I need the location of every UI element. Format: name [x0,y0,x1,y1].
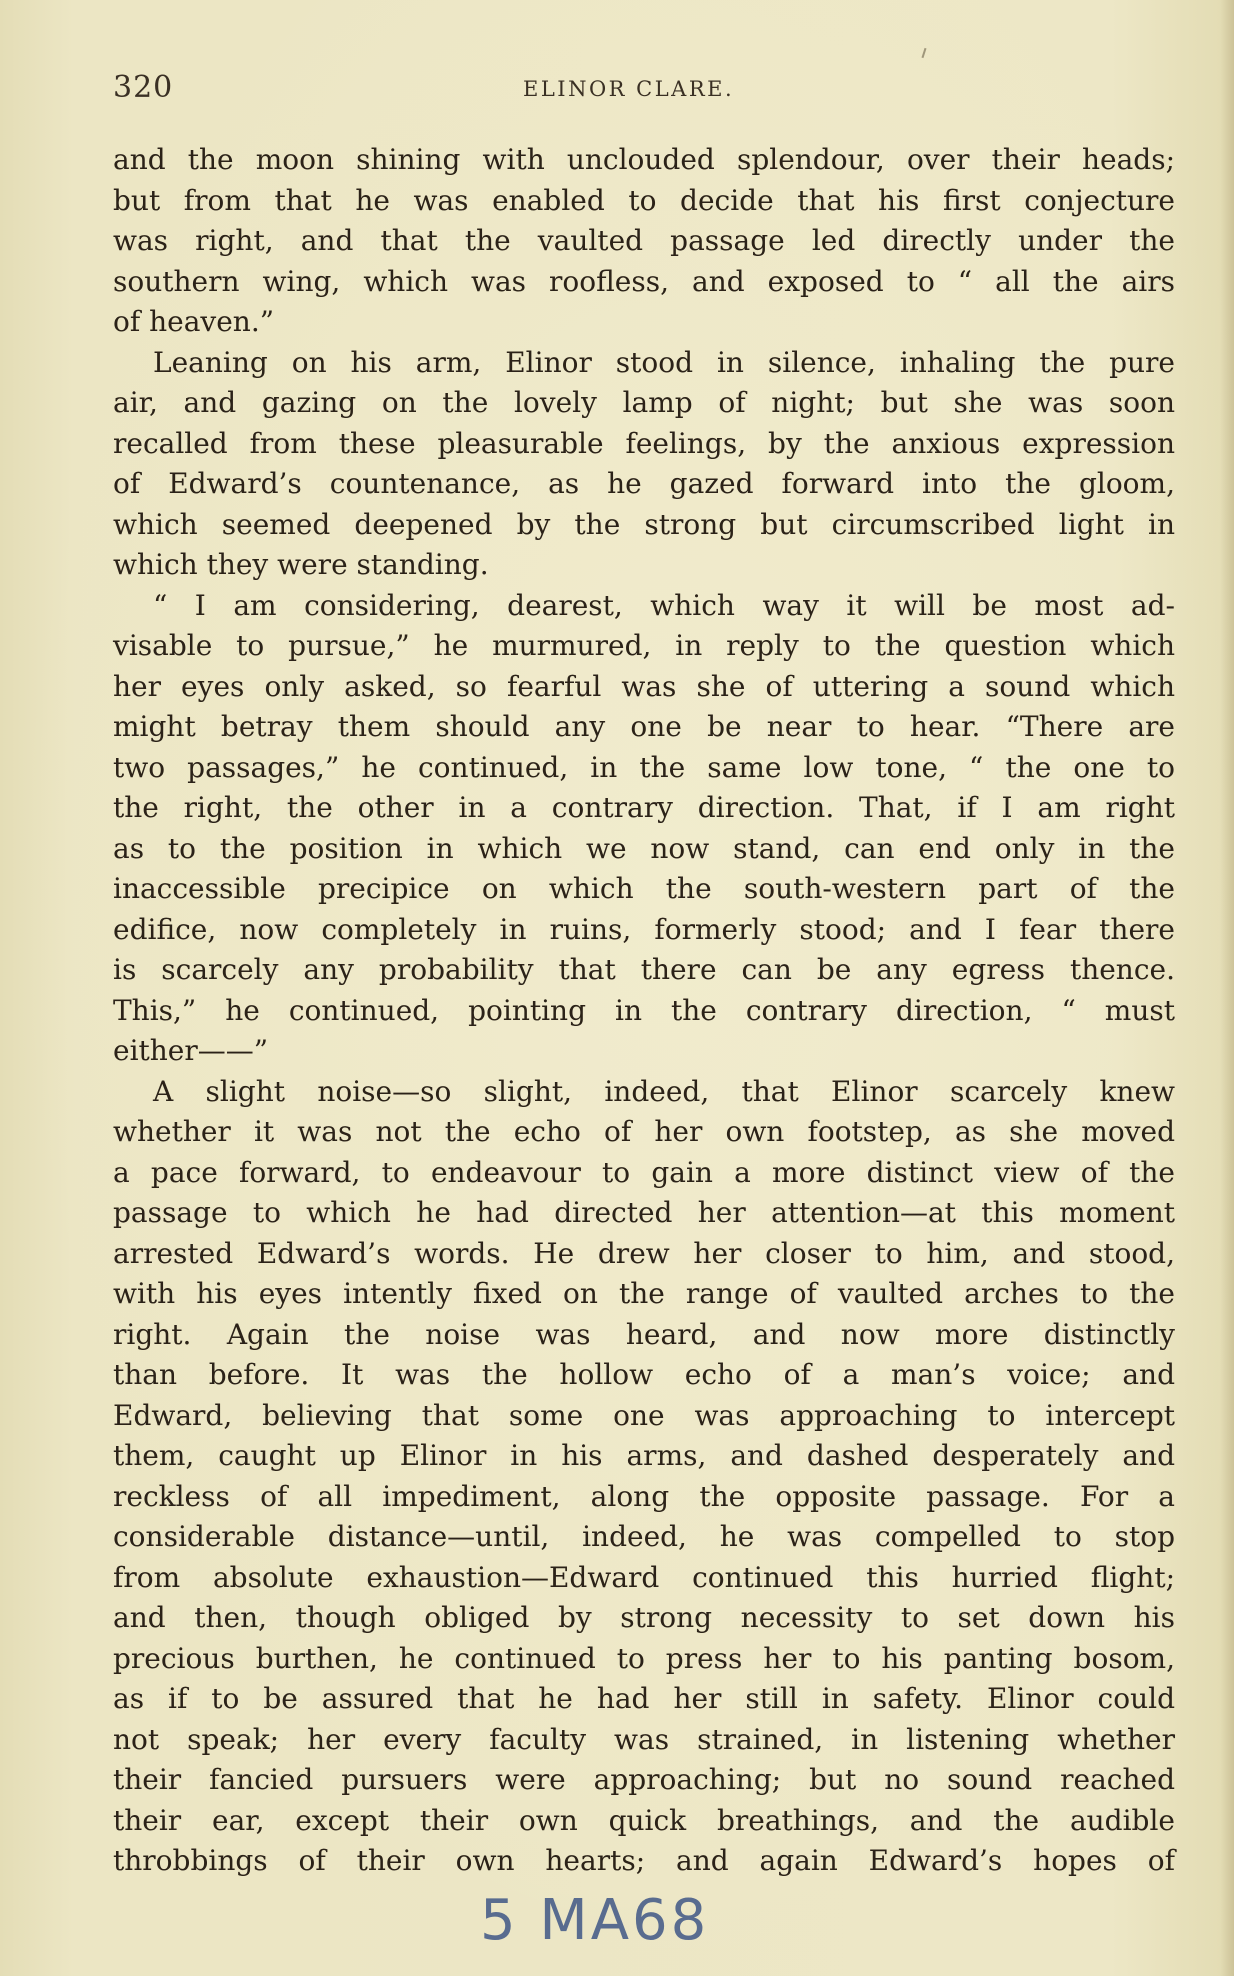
text-line: This,” he continued, pointing in the contrary direction, “ must [113,993,1175,1027]
text-line: which they were standing. [113,548,489,581]
text-line: whether it was not the echo of her own footstep, as she moved [113,1115,1175,1148]
text-line: as if to be assured that he had her still in safety. Elinor could [113,1682,1175,1715]
text-line: inaccessible precipice on which the south-western part of the [113,872,1175,905]
pencil-mark [922,48,927,58]
running-head: ELINOR CLARE. [523,77,735,101]
text-line: might betray them should any one be near to hear. “There are [113,710,1175,743]
text-line: right. Again the noise was heard, and now more distinctly [113,1317,1175,1351]
text-line: Leaning on his arm, Elinor stood in silence, inhaling the pure [153,345,1175,379]
text-line: their ear, except their own quick breathings, and the audible [113,1803,1175,1837]
text-line: Edward, believing that some one was approaching to intercept [113,1398,1175,1432]
text-line: her eyes only asked, so fearful was she of uttering a sound which [113,669,1175,703]
text-line: not speak; her every faculty was strained, in listening whether [113,1722,1175,1756]
text-line: the right, the other in a contrary direction. That, if I am right [113,791,1175,824]
text-line: their fancied pursuers were approaching; but no sound reached [113,1763,1175,1796]
text-line: and the moon shining with unclouded splendour, over their heads; [113,143,1175,176]
text-line: is scarcely any probability that there can be any egress thence. [113,953,1175,986]
text-line: either——” [113,1034,269,1067]
text-line: was right, and that the vaulted passage led directly under the [113,224,1175,257]
text-line: from absolute exhaustion—Edward continued this hurried flight; [113,1560,1175,1594]
page-number: 320 [113,70,174,105]
page-edge-shadow [1220,0,1234,1976]
text-line: “ I am considering, dearest, which way it will be most ad- [153,588,1175,622]
text-line: throbbings of their own hearts; and again Edward’s hopes of [113,1844,1175,1877]
text-line: reckless of all impediment, along the opposite passage. For a [113,1479,1175,1513]
text-line: precious burthen, he continued to press her to his panting bosom, [113,1641,1175,1675]
text-line: edifice, now completely in ruins, formerly stood; and I fear there [113,912,1175,946]
library-date-stamp: 5 MA68 [480,1888,710,1953]
text-line: and then, though obliged by strong necessity to set down his [113,1601,1175,1634]
text-line: them, caught up Elinor in his arms, and dashed desperately and [113,1439,1175,1472]
text-line: southern wing, which was roofless, and exposed to “ all the airs [113,264,1175,298]
text-line: which seemed deepened by the strong but circumscribed light in [113,507,1175,541]
text-line: as to the position in which we now stand, can end only in the [113,831,1175,865]
text-line: but from that he was enabled to decide that his first conjecture [113,183,1175,217]
body-text [113,140,1175,1882]
text-line: considerable distance—until, indeed, he was compelled to stop [113,1520,1175,1553]
text-line: two passages,” he continued, in the same low tone, “ the one to [113,750,1175,784]
text-line: air, and gazing on the lovely lamp of night; but she was soon [113,386,1175,419]
text-line: a pace forward, to endeavour to gain a more distinct view of the [113,1155,1175,1189]
text-line: A slight noise—so slight, indeed, that Elinor scarcely knew [153,1074,1175,1108]
text-line: passage to which he had directed her attention—at this moment [113,1196,1175,1229]
text-line: than before. It was the hollow echo of a man’s voice; and [113,1358,1175,1391]
text-line: arrested Edward’s words. He drew her closer to him, and stood, [113,1236,1175,1270]
text-line: with his eyes intently fixed on the range of vaulted arches to the [113,1277,1175,1310]
text-line: visable to pursue,” he murmured, in reply to the question which [113,629,1175,662]
page-header [113,70,1175,110]
text-line: of Edward’s countenance, as he gazed forward into the gloom, [113,467,1175,500]
text-line: of heaven.” [113,305,275,338]
text-line: recalled from these pleasurable feelings, by the anxious expression [113,426,1175,460]
